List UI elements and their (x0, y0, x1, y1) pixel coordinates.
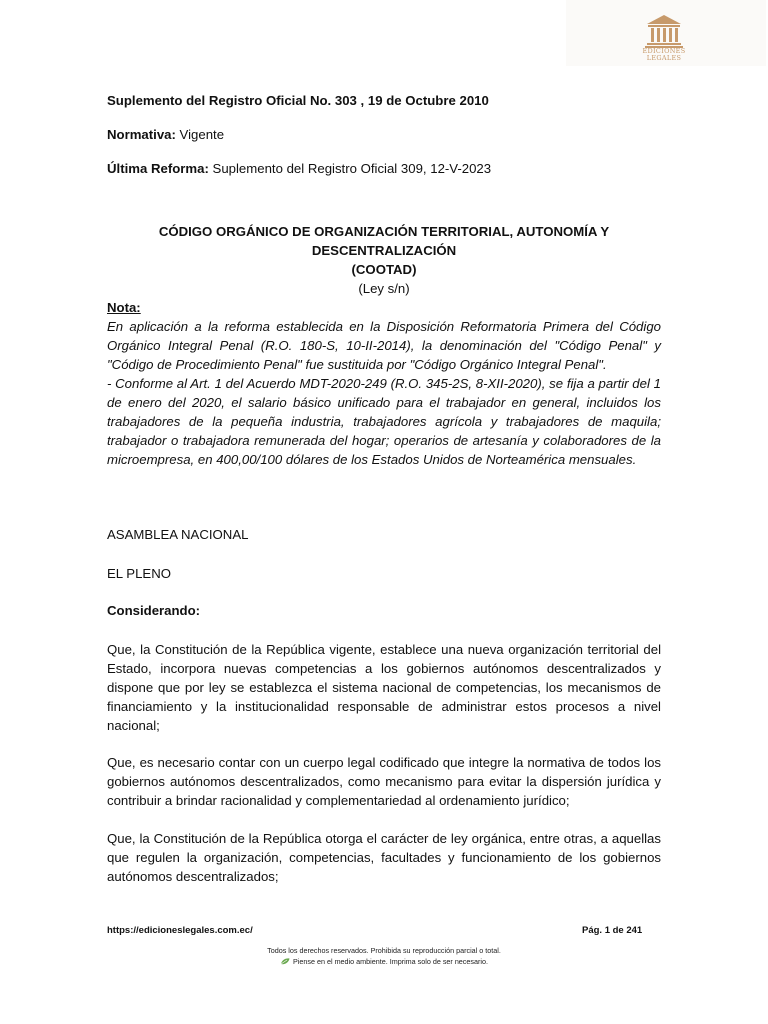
considerando-paragraph-2: Que, es necesario contar con un cuerpo legal codificado que integre la normativa de todos los gobiernos autónomos descentralizados, como mecanismo para evitar la dispersión jurídica y contribuir a brindar racionalidad y complementariedad al ordenamiento jurídico; (107, 755, 661, 808)
logo-text (626, 48, 702, 62)
ultima-reforma-value: Suplemento del Registro Oficial 309, 12-V-2023 (208, 161, 492, 176)
title-line-4: (Ley s/n) (358, 281, 410, 296)
normativa-line (107, 126, 224, 145)
normativa-label: Normativa: (107, 127, 176, 142)
ultima-reforma-label: Última Reforma: (107, 161, 209, 176)
footer-website-link[interactable]: https://edicioneslegales.com.ec/ (107, 925, 253, 936)
nota-paragraph-2: - Conforme al Art. 1 del Acuerdo MDT-2020-249 (R.O. 345-2S, 8-XII-2020), se fija a partir del 1 de enero del 2020, el salario básico unificado para el trabajador en general, incluidos los trabajadores de la pequeña industria, trabajadores agrícola y trabajadores de maquila; trabajador o trabajadora remunerada del hogar; operarios de artesanía y colaboradores de la microempresa, en 400,00/100 dólares de los Estados Unidos de Norteamérica mensuales. (107, 376, 661, 467)
temple-columns-icon (645, 14, 683, 48)
title-line-2: DESCENTRALIZACIÓN (311, 243, 457, 258)
page-number: Pág. 1 de 241 (582, 925, 643, 936)
nota-label: Nota: (107, 300, 141, 315)
considerando-paragraph-1: Que, la Constitución de la República vigente, establece una nueva organización territorial del Estado, incorpora nuevas competencias a los gobiernos autónomos descentralizados y dispone que por ley se establezca el sistema nacional de competencias, los mecanismos de financiamiento y la institucionalidad responsable de administrar estos procesos a nivel nacional; (107, 642, 661, 733)
title-line-3: (COOTAD) (351, 262, 417, 277)
considerando-heading: Considerando: (107, 603, 201, 618)
considerando-paragraph-3: Que, la Constitución de la República otorga el carácter de ley orgánica, entre otras, a aquellas que regulen la organización, competencias, facultades y funcionamiento de los gobiernos autónomos descentralizados; (107, 831, 661, 884)
logo-line-2: LEGALES (646, 54, 682, 62)
ultima-reforma-line (107, 160, 491, 179)
normativa-value: Vigente (175, 127, 225, 142)
title-line-1: CÓDIGO ORGÁNICO DE ORGANIZACIÓN TERRITORIAL, AUTONOMÍA Y (158, 224, 610, 239)
leaf-icon (280, 958, 290, 965)
nota-paragraph-1: En aplicación a la reforma establecida en la Disposición Reformatoria Primera del Código Orgánico Integral Penal (R.O. 180-S, 10-II-2014), la denominación del "Código Penal" y "Código de Procedimiento Penal" fue sustituida por "Código Orgánico Integral Penal". (107, 319, 661, 372)
footer-environment-notice (0, 957, 768, 966)
logo-line-1: EDICIONES (642, 47, 686, 55)
environment-text: Piense en el medio ambiente. Imprima solo de ser necesario. (293, 957, 488, 966)
registro-oficial: Suplemento del Registro Oficial No. 303 , 19 de Octubre 2010 (107, 93, 489, 108)
asamblea-nacional: ASAMBLEA NACIONAL (107, 527, 249, 542)
footer-rights-notice: Todos los derechos reservados. Prohibida su reproducción parcial o total. (267, 946, 501, 955)
publisher-logo (566, 0, 766, 66)
el-pleno: EL PLENO (107, 566, 172, 581)
